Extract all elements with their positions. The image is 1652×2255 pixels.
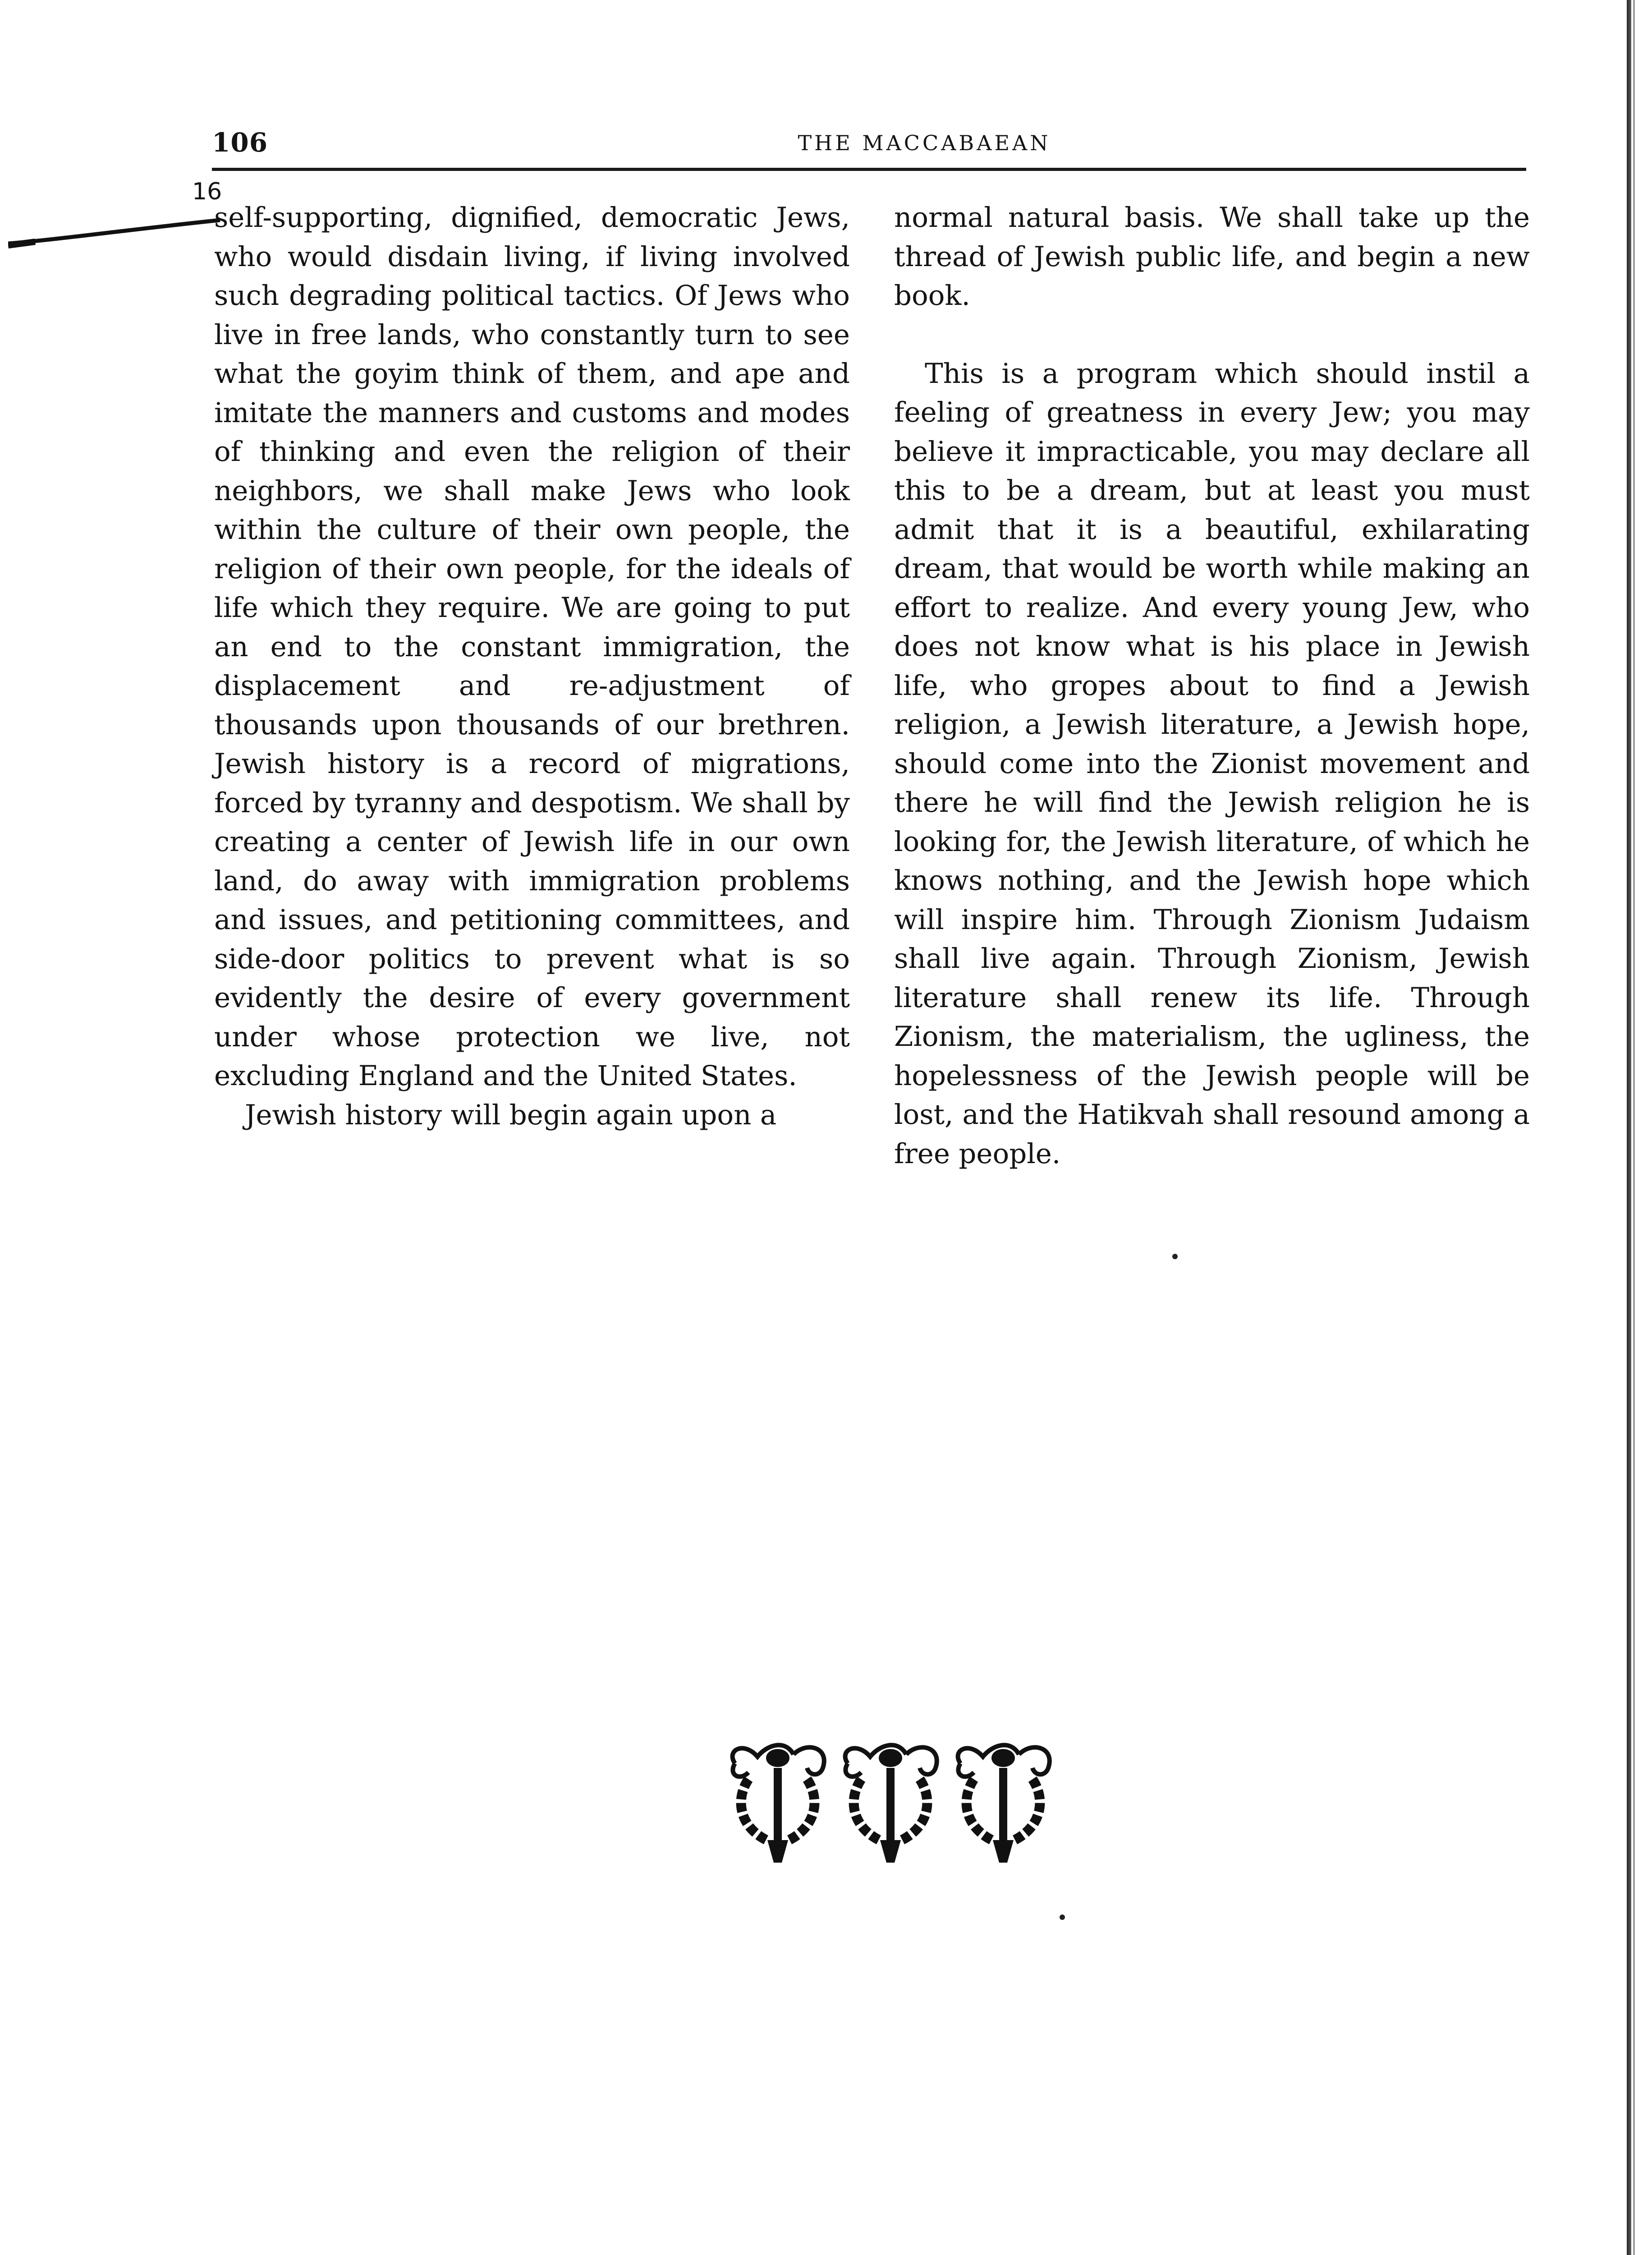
right-paragraph: normal natural basis. We shall take up the thread of Jewish public life, and begin a new book. [894, 202, 1530, 312]
print-speck [1060, 1914, 1065, 1920]
right-paragraph: This is a program which should instil a feeling of greatness in every Jew; you may believe it impracticable, you may declare all this to be a dream, but at least you must admit that it is a beautiful, exhilarating dream, that would be worth while making an effort to realize. And every young Jew, who does not know what is his place in Jewish life, who gropes about to find a Jewish religion, a Jewish literature, a Jewish hope, should come into the Zionist movement and there he will find the Jewish religion he is looking for, the Jewish literature, of which he knows nothing, and the Jewish hope which will inspire him. Through Zionism Judaism shall live again. Through Zionism, Jewish literature shall renew its life. Through Zionism, the materialism, the ugliness, the hopelessness of the Jewish people will be lost, and the Hatikvah shall resound among a free people. [894, 357, 1530, 1170]
wreath-ornament-icon [717, 1736, 1078, 1872]
page-number: 106 [212, 127, 268, 158]
right-column [894, 198, 1530, 1174]
page-header [212, 127, 1533, 159]
print-speck [1172, 1254, 1178, 1259]
scan-edge-shadow-light [1633, 0, 1635, 2255]
handwritten-margin-note: 16 [192, 178, 222, 205]
left-paragraph: self-supporting, dignified, democratic Jews, who would disdain living, if living involved such degrading political tactics. Of Jews who live in free lands, who constantly turn to see what the goyim think of them, and ape and imitate the manners and customs and modes of thinking and even the religion of their neighbors, we shall make Jews who look within the culture of their own people, the religion of their own people, for the ideals of life which they require. We are going to put an end to the constant immigration, the displacement and re-adjustment of thousands upon thousands of our brethren. Jewish history is a record of migrations, forced by tyranny and despotism. We shall by creating a center of Jewish life in our own land, do away with immigration problems and issues, and petitioning committees, and side-door politics to prevent what is so evidently the desire of every government under whose protection we live, not excluding England and the United States. [214, 202, 850, 1092]
running-title: THE MACCABAEAN [798, 131, 1051, 155]
left-paragraph: Jewish history will begin again upon a [245, 1099, 777, 1131]
left-column [214, 198, 850, 1135]
scan-edge-shadow [1627, 0, 1631, 2255]
header-rule [212, 168, 1526, 171]
